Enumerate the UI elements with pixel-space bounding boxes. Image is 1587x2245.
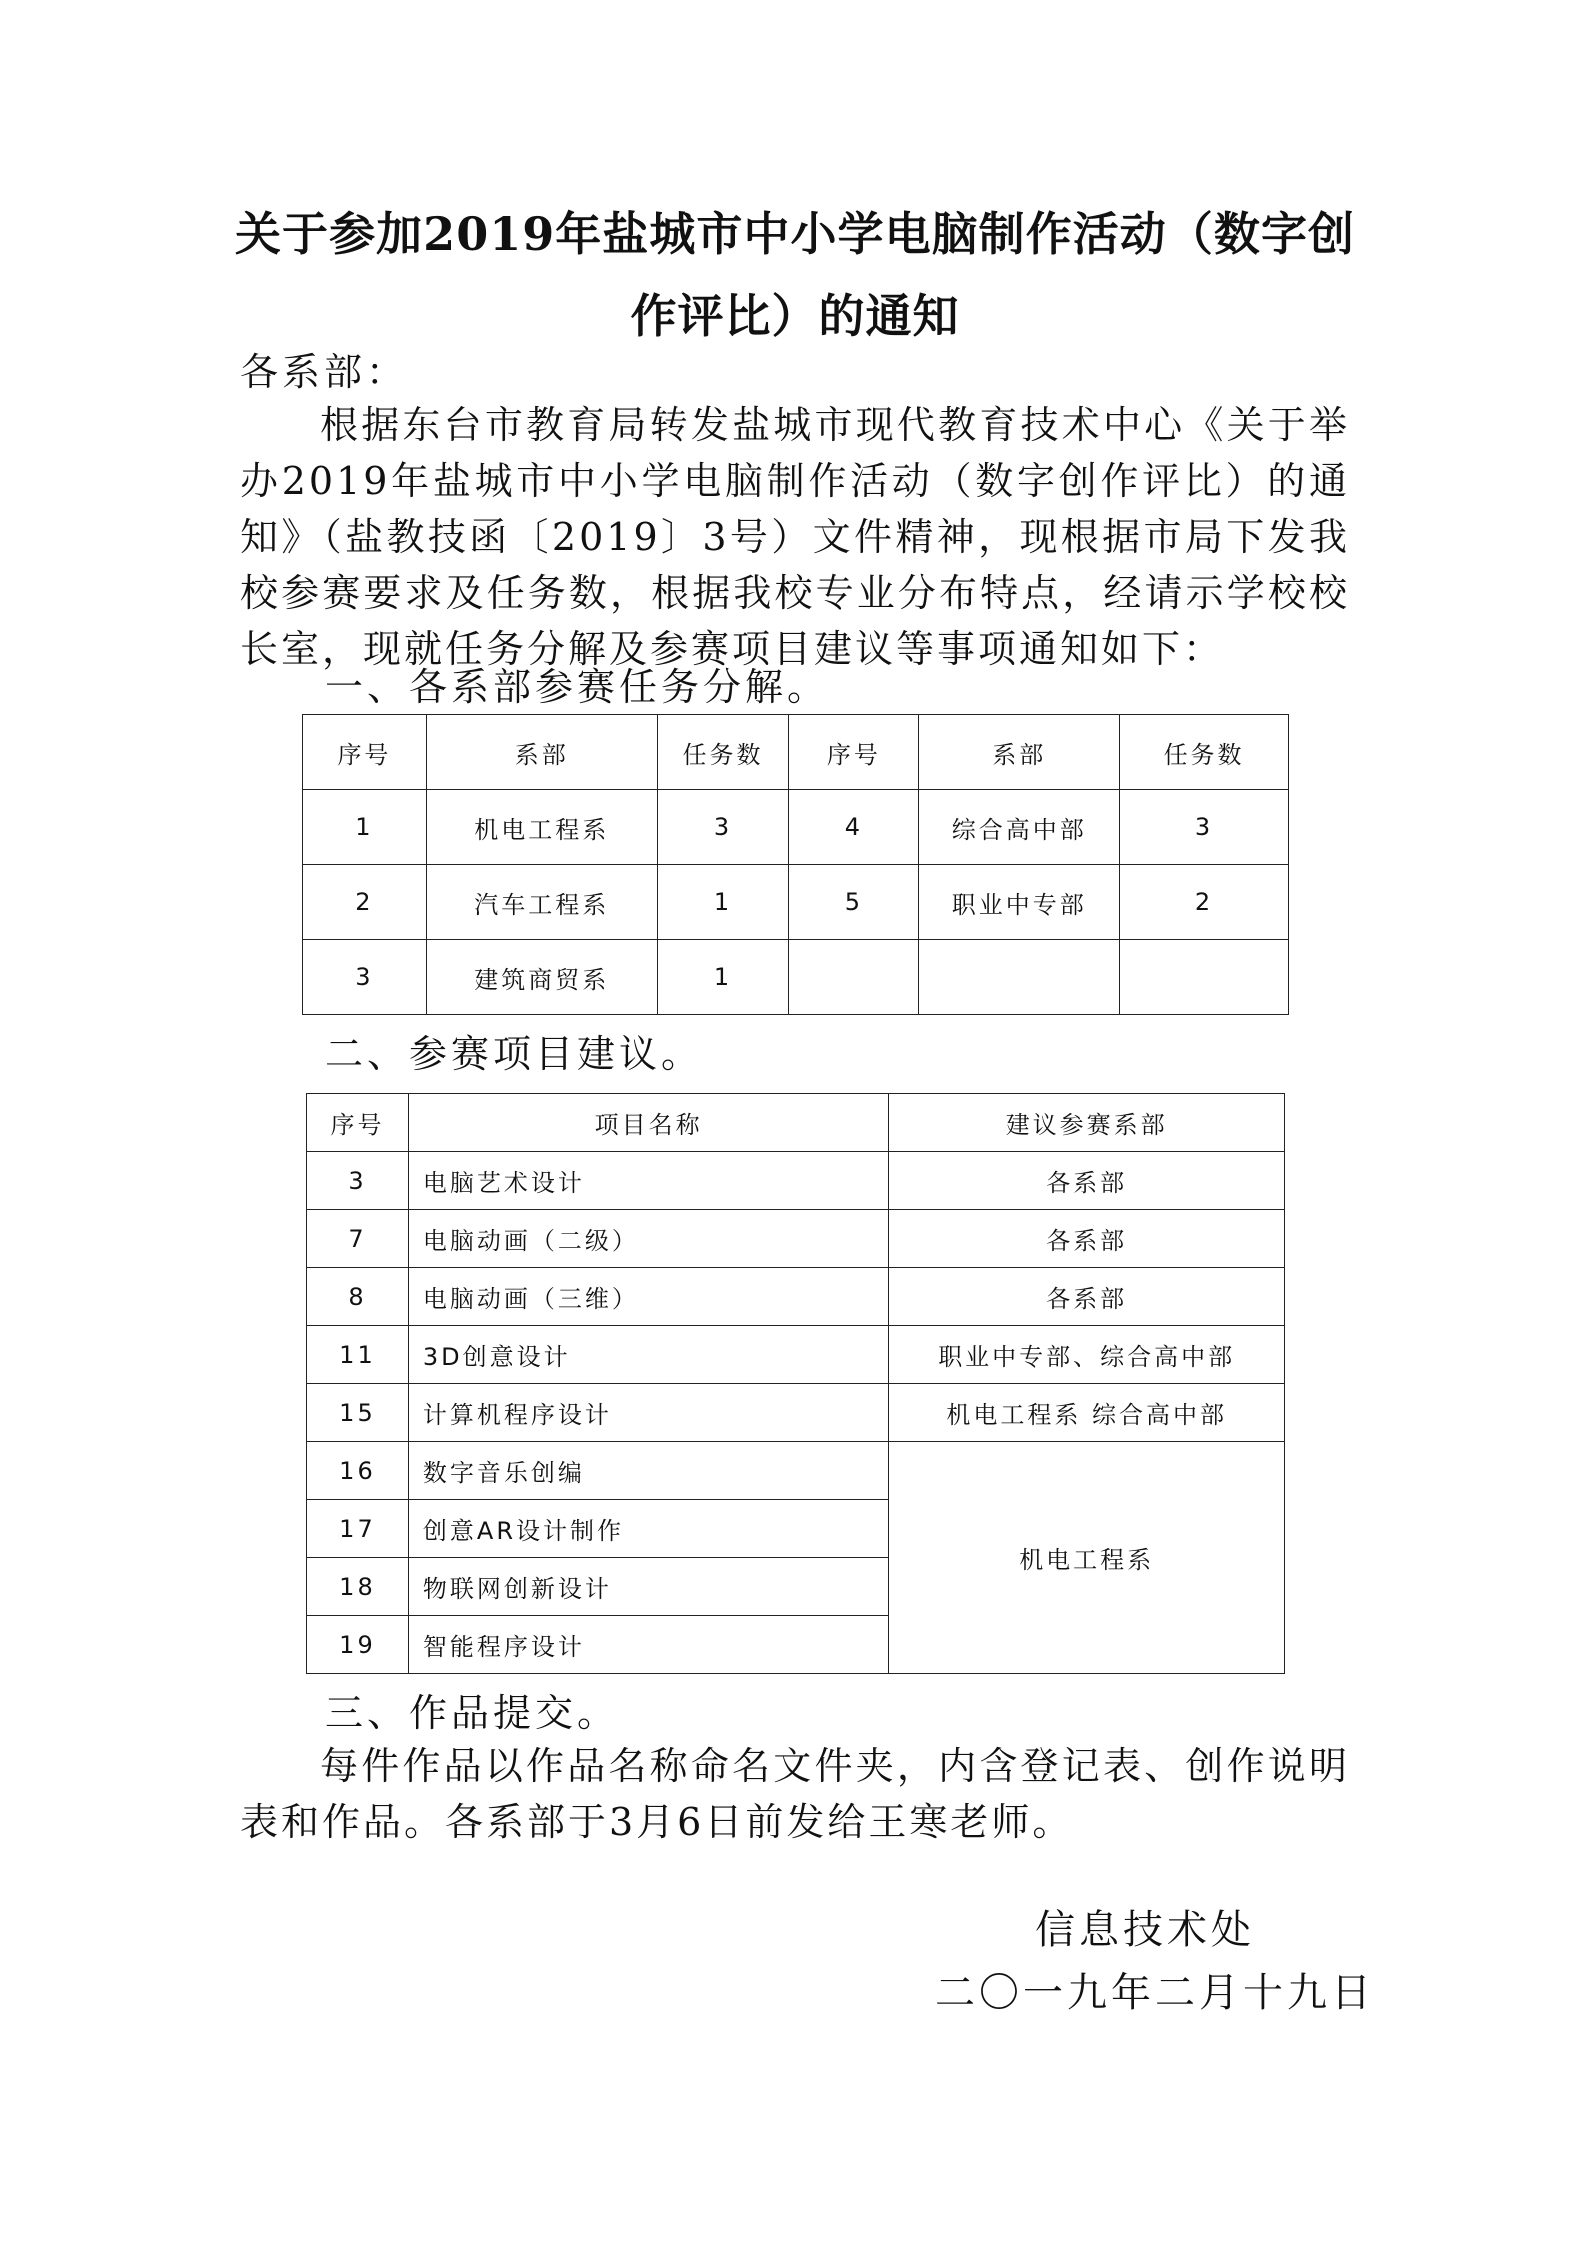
signature-org: 信息技术处 [1035, 1907, 1255, 1953]
table-cell: 3 [303, 940, 427, 1015]
table-cell: 5 [789, 865, 919, 940]
project-number: 19 [307, 1616, 409, 1674]
table-row [303, 865, 1289, 940]
table-row [307, 1152, 1285, 1210]
header-cell: 序号 [789, 715, 919, 790]
table-row [307, 1384, 1285, 1442]
submission-paragraph: 每件作品以作品名称命名文件夹，内含登记表、创作说明表和作品。各系部于3月6日前发给王寒老师。 [240, 1744, 1350, 1844]
project-dept: 机电工程系 综合高中部 [889, 1384, 1285, 1442]
table-header-row [307, 1094, 1285, 1152]
section2-heading: 二、参赛项目建议。 [325, 1032, 704, 1076]
project-dept-merged: 机电工程系 [889, 1442, 1285, 1674]
section3-heading: 三、作品提交。 [325, 1691, 620, 1735]
table-cell [919, 940, 1120, 1015]
header-cell: 序号 [307, 1094, 409, 1152]
table-cell: 机电工程系 [426, 790, 657, 865]
salutation: 各系部： [240, 350, 409, 394]
document-title: 关于参加2019年盐城市中小学电脑制作活动（数字创作评比）的通知 [235, 207, 1355, 343]
table-row [303, 940, 1289, 1015]
project-name: 电脑动画（三维） [408, 1268, 888, 1326]
header-cell: 项目名称 [408, 1094, 888, 1152]
intro-paragraph: 根据东台市教育局转发盐城市现代教育技术中心《关于举办2019年盐城市中小学电脑制作活动（数字创作评比）的通知》（盐教技函〔2019〕3号）文件精神，现根据市局下发我校参赛要求及任务数，根据我校专业分布特点，经请示学校校长室，现就任务分解及参赛项目建议等事项通知如下： [240, 403, 1350, 671]
table-cell: 建筑商贸系 [426, 940, 657, 1015]
project-name: 数字音乐创编 [408, 1442, 888, 1500]
table-cell [789, 940, 919, 1015]
project-name: 智能程序设计 [408, 1616, 888, 1674]
header-cell: 任务数 [1120, 715, 1289, 790]
table-row [307, 1268, 1285, 1326]
table-header-row [303, 715, 1289, 790]
project-number: 16 [307, 1442, 409, 1500]
project-number: 15 [307, 1384, 409, 1442]
table-cell: 3 [657, 790, 789, 865]
table-cell: 4 [789, 790, 919, 865]
header-cell: 任务数 [657, 715, 789, 790]
table-cell: 综合高中部 [919, 790, 1120, 865]
table-row [307, 1210, 1285, 1268]
signature-date: 二〇一九年二月十九日 [935, 1970, 1375, 2016]
table-cell: 1 [657, 940, 789, 1015]
project-name: 计算机程序设计 [408, 1384, 888, 1442]
table-cell: 汽车工程系 [426, 865, 657, 940]
project-name: 物联网创新设计 [408, 1558, 888, 1616]
project-dept: 各系部 [889, 1210, 1285, 1268]
table-row [303, 790, 1289, 865]
table-cell: 2 [1120, 865, 1289, 940]
table-cell: 1 [657, 865, 789, 940]
project-number: 8 [307, 1268, 409, 1326]
table-row [307, 1442, 1285, 1500]
table-cell: 职业中专部 [919, 865, 1120, 940]
table-cell: 1 [303, 790, 427, 865]
table-cell: 3 [1120, 790, 1289, 865]
project-name: 电脑艺术设计 [408, 1152, 888, 1210]
table-cell: 2 [303, 865, 427, 940]
project-dept: 职业中专部、综合高中部 [889, 1326, 1285, 1384]
header-cell: 系部 [919, 715, 1120, 790]
project-number: 3 [307, 1152, 409, 1210]
header-cell: 建议参赛系部 [889, 1094, 1285, 1152]
table-row [307, 1326, 1285, 1384]
project-dept: 各系部 [889, 1268, 1285, 1326]
project-name: 创意AR设计制作 [408, 1500, 888, 1558]
project-number: 18 [307, 1558, 409, 1616]
header-cell: 系部 [426, 715, 657, 790]
task-allocation-table [302, 714, 1289, 1015]
project-number: 11 [307, 1326, 409, 1384]
project-number: 17 [307, 1500, 409, 1558]
table-cell [1120, 940, 1289, 1015]
project-suggestion-table [306, 1093, 1285, 1674]
project-name: 3D创意设计 [408, 1326, 888, 1384]
project-name: 电脑动画（二级） [408, 1210, 888, 1268]
header-cell: 序号 [303, 715, 427, 790]
project-number: 7 [307, 1210, 409, 1268]
project-dept: 各系部 [889, 1152, 1285, 1210]
section1-heading: 一、各系部参赛任务分解。 [325, 665, 830, 709]
